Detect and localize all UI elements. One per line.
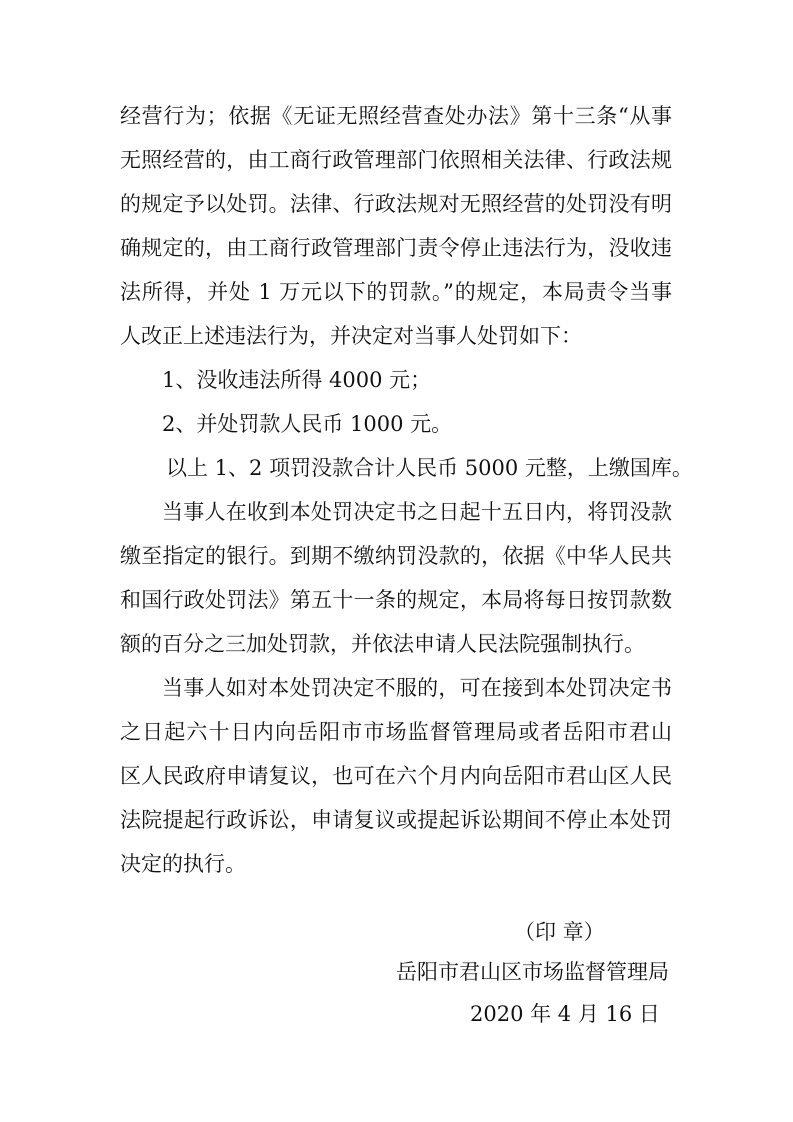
payment-line: 额的百分之三加处罚款，并依法申请人民法院强制执行。 bbox=[120, 632, 645, 656]
appeal-line: 当事人如对本处罚决定不服的，可在接到本处罚决定书 bbox=[162, 676, 672, 700]
seal-label: （印 章） bbox=[514, 920, 605, 944]
penalty-item: 2、并处罚款人民币 1000 元。 bbox=[162, 412, 453, 436]
body-line: 的规定予以处罚。法律、行政法规对无照经营的处罚没有明 bbox=[120, 192, 672, 216]
total-line: 以上 1、2 项罚没款合计人民币 5000 元整，上缴国库。 bbox=[166, 456, 693, 480]
body-line: 无照经营的，由工商行政管理部门依照相关法律、行政法规 bbox=[120, 148, 672, 172]
appeal-line: 区人民政府申请复议，也可在六个月内向岳阳市君山区人民 bbox=[120, 764, 672, 788]
penalty-item: 1、没收违法所得 4000 元； bbox=[162, 368, 432, 392]
payment-line: 缴至指定的银行。到期不缴纳罚没款的，依据《中华人民共 bbox=[120, 544, 672, 568]
body-line: 法所得，并处 1 万元以下的罚款。”的规定，本局责令当事 bbox=[120, 280, 672, 304]
payment-line: 当事人在收到本处罚决定书之日起十五日内，将罚没款 bbox=[162, 500, 672, 524]
appeal-line: 决定的执行。 bbox=[120, 852, 246, 876]
appeal-line: 之日起六十日内向岳阳市市场监督管理局或者岳阳市君山 bbox=[120, 720, 672, 744]
issue-date: 2020 年 4 月 16 日 bbox=[470, 1002, 660, 1026]
payment-line: 和国行政处罚法》第五十一条的规定，本局将每日按罚款数 bbox=[120, 588, 672, 612]
body-line: 确规定的，由工商行政管理部门责令停止违法行为，没收违 bbox=[120, 236, 672, 260]
issuer-name: 岳阳市君山区市场监督管理局 bbox=[396, 960, 669, 984]
body-line: 经营行为；依据《无证无照经营查处办法》第十三条“从事 bbox=[120, 104, 672, 128]
body-line: 人改正上述违法行为，并决定对当事人处罚如下： bbox=[120, 324, 582, 348]
appeal-line: 法院提起行政诉讼，申请复议或提起诉讼期间不停止本处罚 bbox=[120, 808, 672, 832]
